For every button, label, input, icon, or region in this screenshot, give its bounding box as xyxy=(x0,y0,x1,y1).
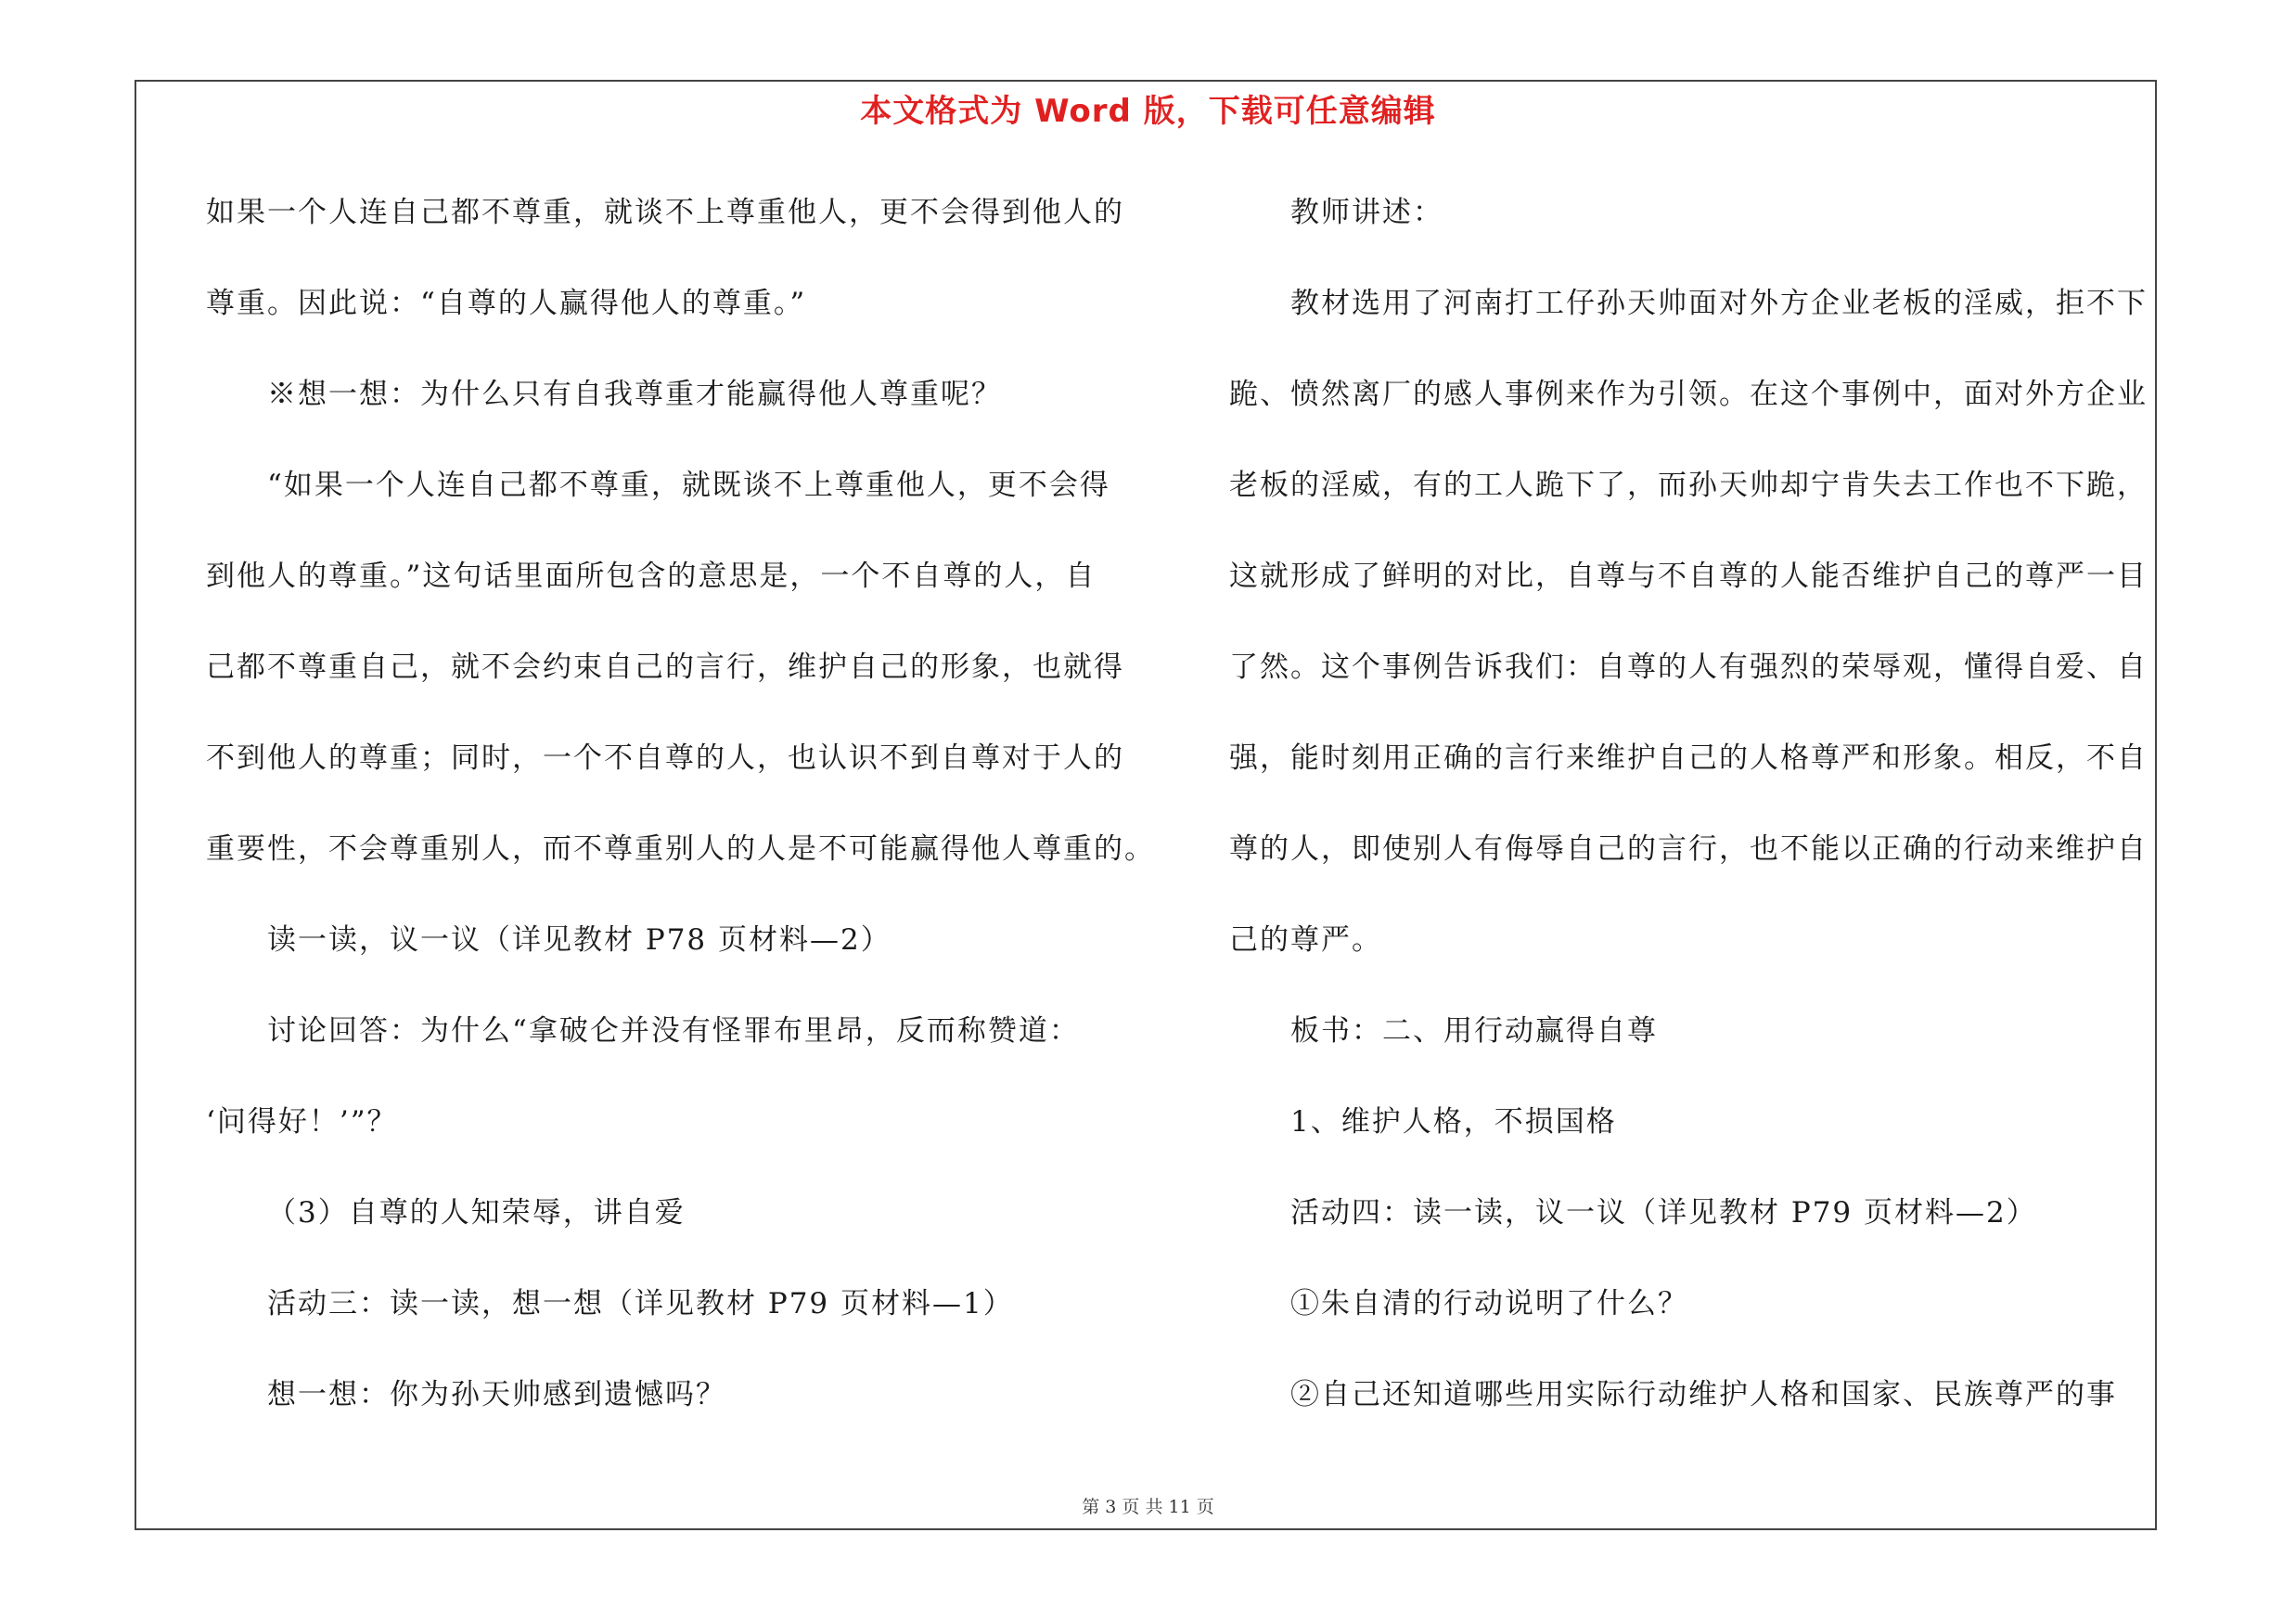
text-line: 尊重。因此说：“自尊的人赢得他人的尊重。” xyxy=(206,287,807,320)
text-line: 这就形成了鲜明的对比，自尊与不自尊的人能否维护自己的尊严一目 xyxy=(1229,560,2148,593)
text-line: 了然。这个事例告诉我们：自尊的人有强烈的荣辱观，懂得自爱、自 xyxy=(1229,650,2148,684)
right-text-column xyxy=(1229,186,2168,1459)
left-text-column xyxy=(206,186,1155,1459)
text-line: 活动三：读一读，想一想（详见教材 P79 页材料—1） xyxy=(267,1287,1014,1320)
page-number-footer: 第 3 页 共 11 页 xyxy=(1082,1497,1214,1517)
text-line: （3）自尊的人知荣辱，讲自爱 xyxy=(267,1196,686,1230)
text-line: 活动四：读一读，议一议（详见教材 P79 页材料—2） xyxy=(1290,1196,2037,1230)
text-line: 读一读，议一议（详见教材 P78 页材料—2） xyxy=(267,923,891,957)
text-line: 想一想：你为孙天帅感到遗憾吗？ xyxy=(267,1378,726,1411)
text-line: 己的尊严。 xyxy=(1229,923,1382,957)
text-line: 老板的淫威，有的工人跪下了，而孙天帅却宁肯失去工作也不下跪， xyxy=(1229,469,2148,502)
text-line: 尊的人，即使别人有侮辱自己的言行，也不能以正确的行动来维护自 xyxy=(1229,832,2148,866)
text-line: 跪、愤然离厂的感人事例来作为引领。在这个事例中，面对外方企业 xyxy=(1229,378,2148,411)
text-line: 1、维护人格，不损国格 xyxy=(1290,1105,1617,1139)
text-line: 到他人的尊重。”这句话里面所包含的意思是，一个不自尊的人，自 xyxy=(206,560,1097,593)
text-line: 己都不尊重自己，就不会约束自己的言行，维护自己的形象，也就得 xyxy=(206,650,1124,684)
text-line: 不到他人的尊重；同时，一个不自尊的人，也认识不到自尊对于人的 xyxy=(206,741,1124,775)
text-line: ①朱自清的行动说明了什么？ xyxy=(1290,1287,1688,1320)
text-line: 强，能时刻用正确的言行来维护自己的人格尊严和形象。相反，不自 xyxy=(1229,741,2148,775)
text-line: ※想一想：为什么只有自我尊重才能赢得他人尊重呢？ xyxy=(267,378,1002,411)
text-line: 如果一个人连自己都不尊重，就谈不上尊重他人，更不会得到他人的 xyxy=(206,196,1124,229)
text-line: ②自己还知道哪些用实际行动维护人格和国家、民族尊严的事 xyxy=(1290,1378,2117,1411)
text-line: 教材选用了河南打工仔孙天帅面对外方企业老板的淫威，拒不下 xyxy=(1290,287,2148,320)
format-notice-banner: 本文格式为 Word 版，下载可任意编辑 xyxy=(860,93,1436,130)
text-line: 板书：二、用行动赢得自尊 xyxy=(1290,1014,1658,1048)
text-line: 讨论回答：为什么“拿破仑并没有怪罪布里昂，反而称赞道： xyxy=(267,1014,1080,1048)
text-line: ‘问得好！’”？ xyxy=(206,1105,398,1139)
text-line: 教师讲述： xyxy=(1290,196,1443,229)
text-line: “如果一个人连自己都不尊重，就既谈不上尊重他人，更不会得 xyxy=(267,469,1110,502)
text-line: 重要性，不会尊重别人，而不尊重别人的人是不可能赢得他人尊重的。 xyxy=(206,832,1155,866)
